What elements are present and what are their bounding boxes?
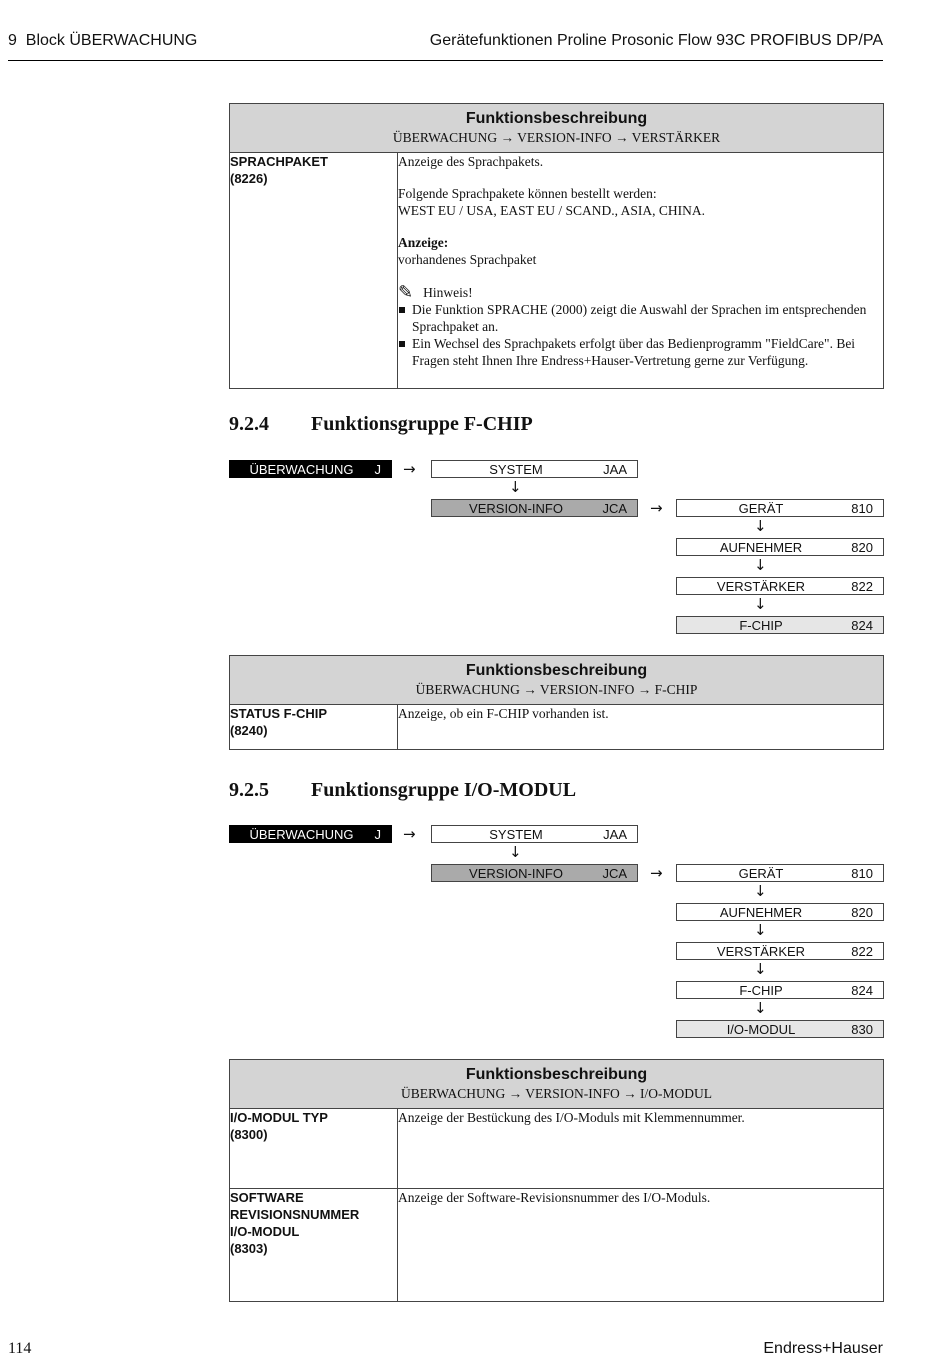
nav-item-iomodul: [676, 1020, 884, 1038]
arrow-down-icon: ↓: [754, 960, 767, 978]
nav-code: 810: [851, 501, 873, 516]
note-header: [398, 283, 883, 301]
language-packages: [398, 185, 883, 219]
arrow-right-icon: →: [403, 825, 416, 843]
nav-item-fchip: [676, 616, 884, 634]
function-name-cell: [230, 153, 398, 389]
note-list: [398, 301, 883, 369]
arrow-down-icon: ↓: [754, 595, 767, 613]
table-header: [230, 656, 884, 705]
nav-label: VERSTÄRKER: [716, 579, 806, 594]
function-code: (8300): [230, 1127, 268, 1142]
section-number: 9.2.4: [229, 413, 269, 435]
pencil-icon: ✎: [398, 282, 414, 302]
nav-code: 822: [851, 944, 873, 959]
page-number: 114: [8, 1340, 32, 1357]
nav-label: GERÄT: [738, 866, 784, 881]
section-title: Funktionsgruppe F-CHIP: [311, 413, 533, 435]
list-item: Die Funktion SPRACHE (2000) zeigt die Auswahl der Sprachen im entsprechenden Sprachpaket an.: [398, 301, 883, 335]
function-name-cell: [230, 1189, 398, 1302]
packages-list: WEST EU / USA, EAST EU / SCAND., ASIA, CHINA.: [398, 203, 706, 218]
nav-item-geraet: [676, 864, 884, 882]
table-path: ÜBERWACHUNG → VERSION-INFO → VERSTÄRKER: [392, 130, 721, 145]
nav-block-ueberwachung: [229, 460, 392, 478]
arrow-down-icon: ↓: [754, 517, 767, 535]
section-number: 9.2.5: [229, 779, 269, 801]
nav-label: AUFNEHMER: [719, 905, 803, 920]
nav-item-verstaerker: [676, 942, 884, 960]
chapter-header: 9 Block ÜBERWACHUNG: [8, 32, 198, 49]
nav-label: VERSION-INFO: [469, 866, 563, 881]
nav-label: I/O-MODUL: [726, 1022, 796, 1037]
arrow-down-icon: ↓: [509, 478, 522, 496]
nav-item-verstaerker: [676, 577, 884, 595]
nav-code: J: [374, 462, 381, 477]
nav-item-fchip: [676, 981, 884, 999]
packages-intro: Folgende Sprachpakete können bestellt werden:: [398, 186, 657, 201]
function-name-cell: [230, 1109, 398, 1189]
nav-code: JAA: [603, 827, 627, 842]
note-label: Hinweis!: [423, 284, 473, 300]
nav-label: VERSTÄRKER: [716, 944, 806, 959]
nav-group-system: [431, 825, 638, 843]
table-row: [230, 1189, 884, 1302]
function-table-verstaerker: [229, 103, 884, 389]
display-label: Anzeige:: [398, 235, 449, 250]
nav-label: VERSION-INFO: [469, 501, 563, 516]
nav-label: SYSTEM: [489, 462, 543, 477]
table-row: [230, 705, 884, 750]
table-title: Funktionsbeschreibung: [465, 110, 648, 127]
function-table-fchip: [229, 655, 884, 750]
table-title: Funktionsbeschreibung: [465, 662, 648, 679]
function-table-iomodul: [229, 1059, 884, 1302]
nav-code: JAA: [603, 462, 627, 477]
arrow-right-icon: →: [650, 864, 663, 882]
nav-item-geraet: [676, 499, 884, 517]
document-header: Gerätefunktionen Proline Prosonic Flow 93C PROFIBUS DP/PA: [429, 32, 883, 49]
function-name: I/O-MODUL: [230, 1224, 300, 1239]
nav-code: J: [374, 827, 381, 842]
arrow-down-icon: ↓: [509, 843, 522, 861]
nav-label: F-CHIP: [739, 618, 783, 633]
nav-item-aufnehmer: [676, 538, 884, 556]
nav-code: 824: [851, 618, 873, 633]
function-code: (8226): [230, 171, 268, 186]
function-description: [398, 153, 884, 389]
function-name: I/O-MODUL TYP: [230, 1110, 328, 1125]
nav-group-version-info: [431, 499, 638, 517]
description-text: Anzeige des Sprachpakets.: [398, 154, 544, 169]
nav-code: JCA: [602, 866, 627, 881]
function-description: Anzeige der Bestückung des I/O-Moduls mit Klemmennummer.: [398, 1109, 884, 1189]
arrow-down-icon: ↓: [754, 882, 767, 900]
nav-label: ÜBERWACHUNG: [249, 827, 354, 842]
table-row: [230, 1109, 884, 1189]
nav-label: AUFNEHMER: [719, 540, 803, 555]
function-name: SPRACHPAKET: [230, 154, 328, 169]
arrow-down-icon: ↓: [754, 556, 767, 574]
nav-group-system: [431, 460, 638, 478]
nav-group-version-info: [431, 864, 638, 882]
arrow-down-icon: ↓: [754, 999, 767, 1017]
nav-label: ÜBERWACHUNG: [249, 462, 354, 477]
display-block: [398, 234, 883, 268]
arrow-right-icon: →: [650, 499, 663, 517]
nav-label: GERÄT: [738, 501, 784, 516]
function-name: REVISIONSNUMMER: [230, 1207, 360, 1222]
display-value: vorhandenes Sprachpaket: [398, 252, 537, 267]
nav-item-aufnehmer: [676, 903, 884, 921]
brand-name: Endress+Hauser: [763, 1340, 883, 1357]
function-name: STATUS F-CHIP: [230, 706, 328, 721]
nav-label: F-CHIP: [739, 983, 783, 998]
nav-code: 820: [851, 905, 873, 920]
function-code: (8240): [230, 723, 268, 738]
nav-code: 822: [851, 579, 873, 594]
header-rule: [8, 60, 883, 61]
arrow-down-icon: ↓: [754, 921, 767, 939]
nav-code: 830: [851, 1022, 873, 1037]
table-path: ÜBERWACHUNG → VERSION-INFO → I/O-MODUL: [400, 1086, 712, 1101]
nav-block-ueberwachung: [229, 825, 392, 843]
table-row: [230, 153, 884, 389]
table-path: ÜBERWACHUNG → VERSION-INFO → F-CHIP: [415, 682, 698, 697]
arrow-right-icon: →: [403, 460, 416, 478]
function-name: SOFTWARE: [230, 1190, 304, 1205]
function-code: (8303): [230, 1241, 268, 1256]
nav-code: JCA: [602, 501, 627, 516]
section-title: Funktionsgruppe I/O-MODUL: [311, 779, 577, 801]
nav-label: SYSTEM: [489, 827, 543, 842]
list-item: Ein Wechsel des Sprachpakets erfolgt über das Bedienprogramm "FieldCare". Bei Fragen steht Ihnen Ihre Endress+Hauser-Vertretung gerne zur Verfügung.: [398, 335, 883, 369]
nav-code: 824: [851, 983, 873, 998]
function-description: Anzeige der Software-Revisionsnummer des I/O-Moduls.: [398, 1189, 884, 1302]
table-title: Funktionsbeschreibung: [465, 1066, 648, 1083]
function-name-cell: [230, 705, 398, 750]
function-description: Anzeige, ob ein F-CHIP vorhanden ist.: [398, 705, 884, 750]
table-header: [230, 1060, 884, 1109]
nav-code: 810: [851, 866, 873, 881]
nav-code: 820: [851, 540, 873, 555]
table-header: [230, 104, 884, 153]
